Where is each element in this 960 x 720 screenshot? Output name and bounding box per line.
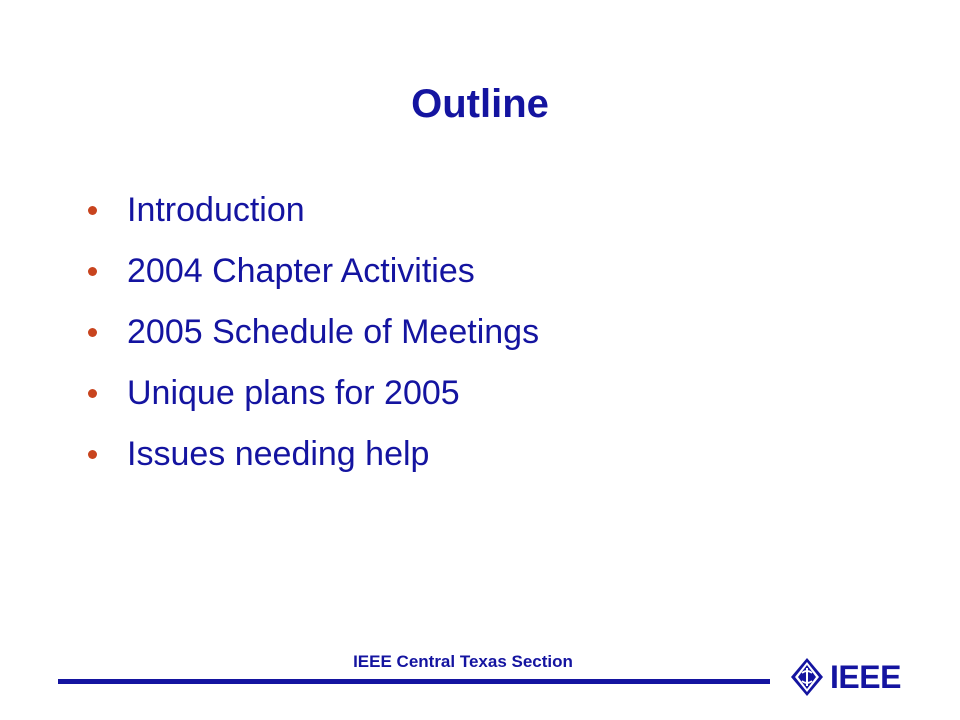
list-item	[88, 180, 539, 241]
footer-section-name: IEEE Central Texas Section	[353, 652, 573, 671]
bullet-text: Issues needing help	[127, 435, 430, 473]
bullet-text: 2004 Chapter Activities	[127, 252, 475, 290]
footer-divider	[58, 679, 770, 684]
ieee-logo-text: IEEE	[830, 659, 901, 695]
bullet-list	[88, 180, 539, 485]
bullet-text: Unique plans for 2005	[127, 374, 460, 412]
bullet-dot-icon	[88, 389, 97, 398]
list-item	[88, 302, 539, 363]
list-item	[88, 424, 539, 485]
ieee-diamond-logo-icon	[790, 657, 824, 697]
list-item	[88, 363, 539, 424]
list-item	[88, 241, 539, 302]
bullet-text: 2005 Schedule of Meetings	[127, 313, 540, 351]
bullet-dot-icon	[88, 328, 97, 337]
bullet-dot-icon	[88, 267, 97, 276]
bullet-dot-icon	[88, 206, 97, 215]
ieee-logo	[790, 655, 910, 699]
slide-title: Outline	[411, 82, 549, 126]
bullet-text: Introduction	[127, 191, 305, 229]
bullet-dot-icon	[88, 450, 97, 459]
